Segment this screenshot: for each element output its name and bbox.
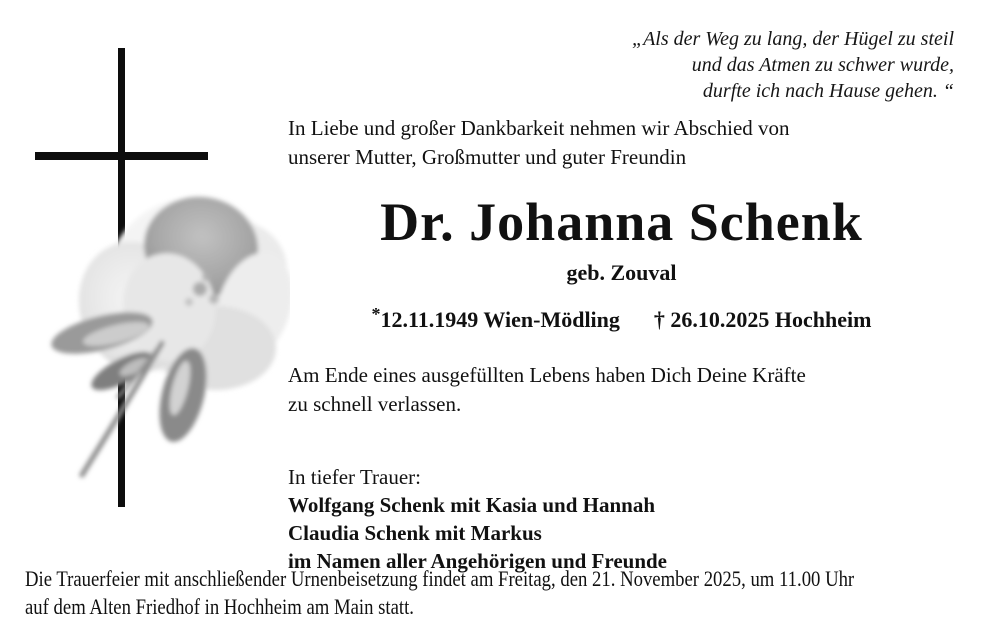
death-date: † 26.10.2025 Hochheim [653, 307, 872, 332]
mourner-name-1: Wolfgang Schenk mit Kasia und Hannah [288, 493, 656, 517]
cross-horizontal-bar [35, 152, 208, 160]
mourner-name-3: im Namen aller Angehörigen und Freunde [288, 549, 667, 573]
quote-line-1: „Als der Weg zu lang, der Hügel zu steil [631, 28, 954, 50]
maiden-name: geb. Zouval [566, 260, 677, 285]
funeral-line-2: auf dem Alten Friedhof in Hochheim am Main statt. [25, 594, 414, 619]
mourner-name-2: Claudia Schenk mit Markus [288, 521, 542, 545]
birth-star-symbol: * [371, 304, 381, 324]
funeral-line-1: Die Trauerfeier mit anschließender Urnenbeisetzung findet am Freitag, den 21. November 2025, um 11.00 Uhr [25, 566, 855, 591]
life-dates [288, 304, 955, 333]
deceased-name: Dr. Johanna Schenk [380, 192, 863, 252]
mourners-heading: In tiefer Trauer: [288, 465, 421, 489]
intro-line-2: unserer Mutter, Großmutter und guter Freundin [288, 145, 687, 169]
memorial-quote [632, 26, 954, 104]
main-column [288, 114, 955, 575]
funeral-details [25, 565, 854, 621]
introduction-text [288, 114, 955, 172]
tribute-text [288, 361, 955, 419]
intro-line-1: In Liebe und großer Dankbarkeit nehmen wir Abschied von [288, 116, 790, 140]
tribute-line-1: Am Ende eines ausgefüllten Lebens haben Dich Deine Kräfte [288, 363, 806, 387]
flower-illustration [30, 185, 290, 485]
quote-line-2: und das Atmen zu schwer wurde, [691, 54, 954, 76]
dagger-symbol: † [653, 307, 665, 332]
birth-date: *12.11.1949 Wien-Mödling [371, 304, 620, 332]
quote-line-3: durfte ich nach Hause gehen. “ [702, 80, 954, 102]
mourners-block [288, 463, 955, 575]
tribute-line-2: zu schnell verlassen. [288, 392, 462, 416]
